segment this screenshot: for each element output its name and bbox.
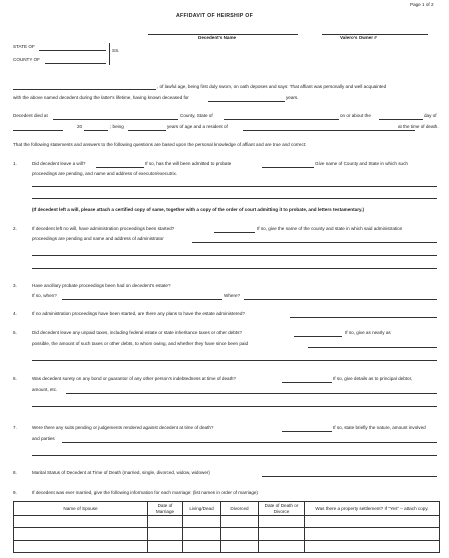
years-known-field[interactable]	[208, 101, 285, 102]
q2-number: 2.	[13, 226, 17, 231]
q6-number: 6.	[13, 376, 17, 381]
table-cell[interactable]	[183, 528, 221, 540]
header-living-dead: Living/Dead	[183, 502, 221, 516]
q1-will-note: (If decedent left a will, please attach a certified copy of same, together with a copy of the order of court admitting it to probate, and letters testamentary.)	[32, 207, 365, 212]
q4-text: If no administration proceedings have been started, are there any plans to have the estate administered?	[32, 311, 245, 316]
q4-number: 4.	[13, 311, 17, 316]
q3-where-label: Where?	[224, 293, 241, 298]
table-cell[interactable]	[14, 540, 148, 552]
q4-answer-field[interactable]	[290, 317, 437, 318]
age-field[interactable]	[128, 130, 166, 131]
q5-taxes-field[interactable]	[294, 336, 342, 337]
q5-debts-field[interactable]	[308, 347, 437, 348]
marriage-table	[13, 501, 440, 553]
q6-answer-line[interactable]	[32, 406, 437, 407]
table-row	[14, 528, 440, 540]
q6-details-field[interactable]	[66, 393, 437, 394]
table-cell[interactable]	[148, 540, 183, 552]
q1-text-a: Did decedent leave a will?	[32, 161, 86, 166]
q1-probate-field[interactable]	[262, 167, 314, 168]
q1-will-field[interactable]	[96, 167, 144, 168]
q2-started-field[interactable]	[214, 232, 255, 233]
statements-intro: That the following statements and answers to the following questions are based upon the personal knowledge of affiant and are true and correct:	[13, 142, 307, 147]
q2-administrator-field[interactable]	[192, 242, 437, 243]
being-label: ; being	[110, 124, 124, 129]
table-cell[interactable]	[259, 540, 305, 552]
q5-number: 5.	[13, 330, 17, 335]
year-prefix: 20	[77, 124, 83, 129]
q1-number: 1.	[13, 161, 17, 166]
q2-answer-line-2[interactable]	[32, 268, 437, 269]
q8-marital-status-field[interactable]	[262, 476, 437, 477]
q7-text-b: If so, state briefly the nature, amount involved	[333, 425, 426, 430]
q1-text-b: If so, has the will been admitted to probate	[145, 161, 232, 166]
table-cell[interactable]	[305, 540, 440, 552]
q9-number: 9.	[13, 490, 17, 495]
death-state-field[interactable]	[224, 119, 339, 120]
oath-years-label: years.	[286, 95, 299, 100]
q2-text-b: If so, give the name of the county and state in which said administration	[257, 226, 403, 231]
q7-parties-field[interactable]	[62, 442, 437, 443]
table-cell[interactable]	[221, 540, 259, 552]
q9-text: If decedent was ever married, give the following information for each marriage: (list names in order of marriage)	[32, 490, 258, 495]
table-cell[interactable]	[221, 528, 259, 540]
death-year-field[interactable]	[84, 130, 108, 131]
q6-text-a: Was decedent surety on any bond or guarantor of any other person's indebtedness at time of death?	[32, 376, 236, 381]
header-death-divorce-date: Date of Death or Divorce	[259, 502, 305, 516]
table-cell[interactable]	[221, 516, 259, 528]
residence-field[interactable]	[243, 130, 415, 131]
header-divorced: Divorced	[221, 502, 259, 516]
ss-label: SS.	[112, 48, 120, 53]
q5-text-line2: possible, the amount of such taxes or other debts, to whom owing, and whether they have since been paid	[32, 341, 249, 346]
q3-text: Have ancillary probate proceedings been had on decedent's estate?	[32, 283, 171, 288]
q5-answer-line[interactable]	[32, 360, 437, 361]
page-number: Page 1 of 2	[410, 2, 434, 7]
table-cell[interactable]	[259, 528, 305, 540]
q3-when-label: If so, when?	[32, 293, 57, 298]
q1-answer-line-1[interactable]	[32, 186, 437, 187]
age-resident-label: years of age and a resident of	[167, 124, 228, 129]
q2-answer-line-1[interactable]	[32, 255, 437, 256]
q1-text-line2: proceedings are pending, and name and address of executor/executrix.	[32, 171, 178, 176]
q7-suits-field[interactable]	[282, 431, 332, 432]
oath-line-2: with the above named decedent during the latter's lifetime, having known deceased for	[13, 95, 189, 100]
q6-text-b: If so, give details as to principal debtor,	[333, 376, 413, 381]
county-label: COUNTY OF	[13, 57, 40, 62]
venue-bracket	[109, 43, 110, 65]
death-date-label: on or about the	[340, 113, 371, 118]
death-place-field[interactable]	[53, 119, 178, 120]
time-of-death-label: at the time of death.	[398, 124, 439, 129]
q7-text-line2: and parties	[32, 436, 55, 441]
marriage-table-header	[14, 502, 440, 516]
header-spouse-name: Name of Spouse	[14, 502, 148, 516]
table-cell[interactable]	[14, 528, 148, 540]
state-label: STATE OF	[13, 44, 35, 49]
death-month-field[interactable]	[13, 130, 63, 131]
day-of-label: day of	[424, 113, 437, 118]
death-state-label: County, State of	[180, 113, 213, 118]
q8-number: 8.	[13, 470, 17, 475]
q7-text-a: Were there any suits pending or judgements rendered against decedent at time of death?	[32, 425, 214, 430]
header-marriage-date: Date of Marriage	[148, 502, 183, 516]
oath-line-1: , of lawful age, being first duly sworn, on oath deposes and says: That affiant was personally and well acquainted	[157, 84, 387, 89]
header-property-settlement: Was there a property settlement? If "Yes" – attach copy.	[305, 502, 440, 516]
table-cell[interactable]	[148, 516, 183, 528]
page-title: AFFIDAVIT OF HEIRSHIP OF	[176, 13, 254, 19]
table-cell[interactable]	[305, 516, 440, 528]
q3-where-field[interactable]	[244, 299, 437, 300]
q1-text-c: Give name of County and State in which such	[315, 161, 408, 166]
table-cell[interactable]	[259, 516, 305, 528]
decedent-name-label: Decedent's Name	[198, 35, 237, 40]
q6-surety-field[interactable]	[282, 382, 332, 383]
q1-answer-line-2[interactable]	[32, 198, 437, 199]
q7-number: 7.	[13, 425, 17, 430]
table-cell[interactable]	[148, 528, 183, 540]
table-cell[interactable]	[305, 528, 440, 540]
q2-text-a: If decedent left no will, have administration proceedings been started?	[32, 226, 175, 231]
death-place-label: Decedent died at	[13, 113, 48, 118]
state-field[interactable]	[39, 50, 106, 51]
q2-text-line2: proceedings are pending and name and address of administrator	[32, 236, 164, 241]
q5-text-a: Did decedent leave any unpaid taxes, including federal estate or state inheritance taxes or other debts?	[32, 330, 242, 335]
table-cell[interactable]	[183, 540, 221, 552]
table-cell[interactable]	[183, 516, 221, 528]
q7-answer-line[interactable]	[32, 455, 437, 456]
table-cell[interactable]	[14, 516, 148, 528]
q3-when-field[interactable]	[62, 299, 222, 300]
county-field[interactable]	[45, 63, 106, 64]
q3-number: 3.	[13, 283, 17, 288]
death-day-field[interactable]	[379, 119, 423, 120]
table-row	[14, 540, 440, 552]
affiant-name-field[interactable]	[13, 89, 156, 90]
q8-text: Marital Status of Decedent at Time of Death (married, single, divorced, widow, widower)	[32, 470, 210, 475]
q5-text-b: If so, give as nearly as	[345, 330, 391, 335]
q6-text-line2: amount, etc.	[32, 387, 58, 392]
table-row	[14, 516, 440, 528]
owner-number-label: Valero's Owner #	[340, 35, 377, 40]
